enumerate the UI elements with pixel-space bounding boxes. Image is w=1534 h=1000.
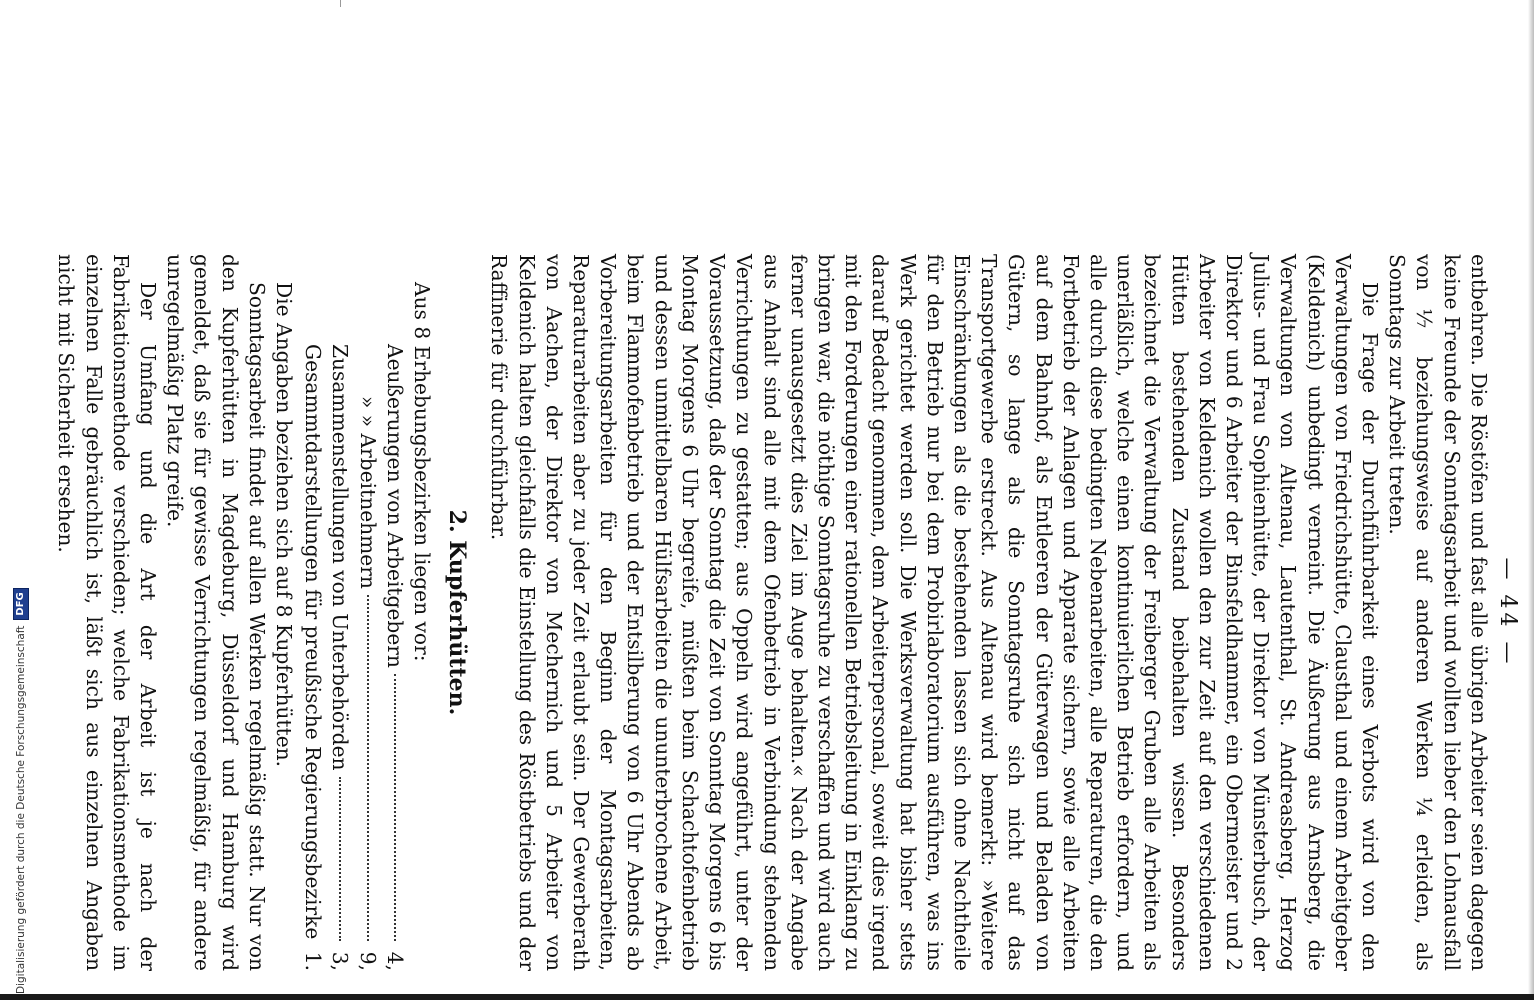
list-item — [326, 306, 353, 971]
source-label: Zusammenstellungen von Unterbehörden — [328, 344, 353, 771]
intro-paragraph: entbehren. Die Röstöfen und fast alle übrigen Arbeiter seien dagegen keine Freunde der Sonntagsarbeit und wollten lieber den Lohnausfall von ⅐ beziehungsweise auf anderen Werken ¼ erleiden, als Sonntags zur Arbeit treten. — [1385, 254, 1491, 971]
body-paragraph-sunday-work: Sonntagsarbeit findet auf allen Werken regelmäßig statt. Nur von den Kupferhütten in Magdeburg, Düsseldorf und Hamburg wird gemeldet, daß sie für gewisse Verrichtungen regelmäßig, für andere unregelmäßig Platz greife. — [163, 254, 269, 971]
digitization-credit — [0, 0, 26, 994]
dfg-logo-icon: DFG — [13, 588, 29, 619]
body-paragraph-method: Der Umfang und die Art der Arbeit ist je nach der Fabrikationsmethode verschieden; welche Fabrikationsmethode im einzelnen Falle gebräuchlich ist, läßt sich aus einzelnen Angaben nicht mit Sicherheit ersehen. — [54, 254, 161, 971]
body-paragraph-feasibility: Die Frage der Durchführbarkeit eines Verbots wird von den Verwaltungen von Friedrichshütte, Clausthal und einem Arbeitgeber (Keldenich) unbedingt verneint. Die Äußerung aus Arnsberg, die Verwaltungen von Altenau, Lautenthal, St. Andreasberg, Herzog Julius- und Frau Sophienhütte, der Direktor von Münsterbusch, der Direktor und 6 Arbeiter der Binsfeldhammer, ein Obermeister und 2 Arbeiter von Keldenich wollen den zur Zeit auf den verschiedenen Hütten bestehenden Zustand beibehalten wissen. Besonders bezeichnet die Verwaltung der Freiberger Gruben alle Arbeiten als unerläßlich, welche einen kontinuierlichen Betrieb erfordern, und alle durch diese bedingten Nebenarbeiten, alle Reparaturen, die den Fortbetrieb der Anlagen und Apparate sichern, sowie alle Arbeiten auf dem Bahnhof, als Entleeren der Güterwagen und Beladen von Gütern, so lange als die Sonntagsruhe sich nicht auf das Transportgewerbe erstreckt. Aus Altenau wird bemerkt: »Weitere Einschränkungen als die bestehenden lassen sich ohne Nachtheile für den Betrieb nur bei dem Probirlaboratorium ausführen, was ins Werk gerichtet werden soll. Die Werksverwaltung hat bisher stets darauf Bedacht genommen, dem Arbeiterpersonal, soweit dies irgend mit den Forderungen einer rationellen Betriebsleitung in Einklang zu bringen war, die nöthige Sonntagsruhe zu verschaffen und wird auch ferner unausgesetzt dies Ziel im Auge behalten.« Nach der Angabe aus Anhalt sind alle mit dem Ofenbetrieb in Verbindung stehenden Verrichtungen zu gestatten; aus Oppeln wird angeführt, unter der Voraussetzung, daß der Sonntag die Zeit von Sonntag Morgens 6 bis Montag Morgens 6 Uhr begreife, müßten beim Schachtofenbetrieb und dessen unmittelbaren Hülfsarbeiten die ununterbrochene Arbeit, beim Flammofenbetrieb und der Entsilberung von 6 Uhr Abends ab Vorbereitungsarbeiten für den Beginn der Montagsarbeiten, Reparaturarbeiten aber zu jeder Zeit erlaubt sein. Der Gewerberath von Aachen, der Direktor von Mechernich und 5 Arbeiter von Keldenich halten gleichfalls die Einstellung des Röstbetriebs und der Raffinerie für durchführbar. — [487, 254, 1382, 971]
scan-tick-mark — [340, 0, 341, 7]
dot-leader — [339, 777, 341, 941]
list-item — [353, 306, 380, 971]
credit-text: Digitalisierung gefördert durch die Deutsche Forschungsgemeinschaft — [15, 625, 27, 994]
source-count: 1. — [301, 951, 326, 971]
coverage-note: Die Angaben beziehen sich auf 8 Kupferhütten. — [272, 282, 297, 768]
source-count: 4, — [382, 951, 407, 971]
section-heading: 2. Kupferhütten. — [444, 509, 471, 716]
list-item — [381, 306, 408, 971]
page-number: — 44 — — [1495, 557, 1520, 668]
list-item — [299, 306, 326, 971]
sources-list — [299, 254, 408, 971]
source-label: Gesammtdarstellungen für preußische Regierungsbezirke — [301, 344, 326, 940]
document-page — [54, 230, 1534, 995]
dot-leader — [394, 674, 396, 941]
sources-intro: Aus 8 Erhebungsbezirken liegen vor: — [410, 282, 435, 662]
source-label: » » Arbeitnehmern — [355, 396, 380, 589]
dot-leader — [367, 595, 369, 941]
source-count: 9, — [355, 951, 380, 971]
rotated-page — [54, 230, 1534, 995]
source-count: 3, — [328, 951, 353, 971]
source-label: Aeußerungen von Arbeitgebern — [382, 344, 407, 668]
